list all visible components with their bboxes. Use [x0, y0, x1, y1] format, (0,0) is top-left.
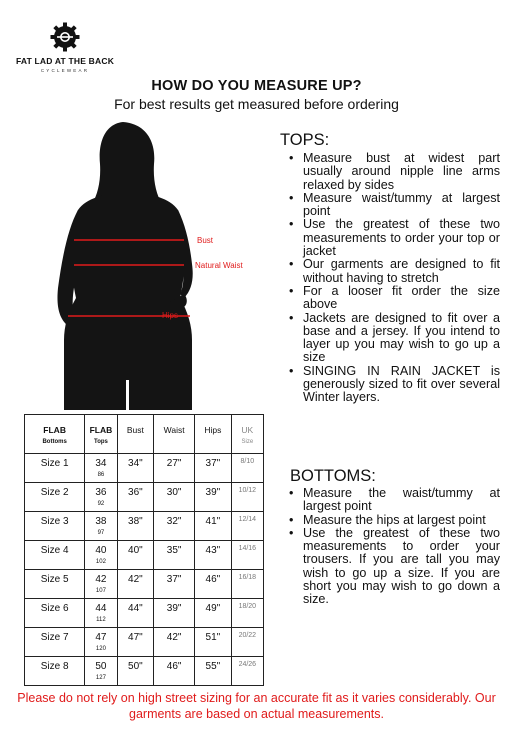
- list-item: • Measure waist/tummy at largest point: [285, 192, 500, 219]
- cell-uk-size: 12/14: [231, 512, 263, 541]
- cell-bottoms-size: Size 4: [25, 541, 85, 570]
- cell-bust: 42": [117, 570, 154, 599]
- brand-logo: [0, 22, 130, 73]
- cell-uk-size: 10/12: [231, 483, 263, 512]
- cell-bottoms-size: Size 3: [25, 512, 85, 541]
- table-row: [25, 599, 264, 628]
- list-item: • Measure the hips at largest point: [285, 514, 500, 527]
- cell-tops-size: 38 97: [85, 512, 117, 541]
- list-item: • Our garments are designed to fit without having to stretch: [285, 258, 500, 285]
- cell-waist: 42": [154, 628, 195, 657]
- cell-waist: 27": [154, 454, 195, 483]
- cell-tops-cm: 86: [97, 472, 105, 478]
- cell-hips: 37": [195, 454, 232, 483]
- table-row: [25, 570, 264, 599]
- table-row: [25, 454, 264, 483]
- list-item: • For a looser fit order the size above: [285, 285, 500, 312]
- list-item: • SINGING IN RAIN JACKET is generously sized to fit over several Winter layers.: [285, 365, 500, 405]
- cell-uk-size: 20/22: [231, 628, 263, 657]
- cell-bust: 36": [117, 483, 154, 512]
- cell-tops-size: 44 112: [85, 599, 117, 628]
- cell-waist: 35": [154, 541, 195, 570]
- cell-tops-cm: 112: [96, 617, 106, 623]
- list-item: • Use the greatest of these two measurements to order your trousers. If you are tall you may wish to go up a size. If you are short you may wish to go down a size.: [285, 527, 500, 607]
- bottoms-heading: BOTTOMS:: [290, 467, 376, 485]
- cell-hips: 41": [195, 512, 232, 541]
- list-item: • Use the greatest of these two measurements to order your top or jacket: [285, 218, 500, 258]
- cell-tops-cm: 127: [95, 675, 106, 681]
- cell-uk-size: 14/16: [231, 541, 263, 570]
- cell-tops-cm: 92: [97, 501, 105, 507]
- cell-tops-cm: 97: [97, 530, 105, 536]
- cell-hips: 51": [195, 628, 232, 657]
- header-flab-tops: FLAB Tops: [85, 415, 117, 454]
- brand-tagline: CYCLEWEAR: [40, 68, 90, 73]
- header-bust: Bust: [117, 415, 154, 454]
- table-header-row: [25, 415, 264, 454]
- cell-uk-size: 24/26: [231, 657, 263, 686]
- cell-waist: 37": [154, 570, 195, 599]
- cell-bottoms-size: Size 8: [25, 657, 85, 686]
- page-title: HOW DO YOU MEASURE UP?: [151, 78, 362, 94]
- cell-uk-size: 16/18: [231, 570, 263, 599]
- cell-waist: 46": [154, 657, 195, 686]
- cell-hips: 43": [195, 541, 232, 570]
- cell-bottoms-size: Size 5: [25, 570, 85, 599]
- cell-tops-cm: 120: [95, 646, 106, 652]
- cell-bottoms-size: Size 7: [25, 628, 85, 657]
- cell-bust: 34": [117, 454, 154, 483]
- cell-bottoms-size: Size 2: [25, 483, 85, 512]
- cell-hips: 49": [195, 599, 232, 628]
- cell-bust: 44": [117, 599, 154, 628]
- header-hips: Hips: [195, 415, 232, 454]
- cell-tops-size: 40 102: [85, 541, 117, 570]
- cog-logo-icon: [50, 22, 80, 52]
- cell-tops-cm: 102: [95, 559, 106, 565]
- cell-bust: 38": [117, 512, 154, 541]
- waist-label: Natural Waist: [195, 261, 243, 270]
- bottoms-list: [285, 487, 500, 607]
- size-chart-table: [24, 414, 264, 686]
- cell-tops-size: 42 107: [85, 570, 117, 599]
- list-item: • Jackets are designed to fit over a base and a jersey. If you intend to layer up you may wish to go up a size: [285, 312, 500, 365]
- table-row: [25, 512, 264, 541]
- cell-waist: 39": [154, 599, 195, 628]
- cell-bottoms-size: Size 1: [25, 454, 85, 483]
- header-waist: Waist: [154, 415, 195, 454]
- table-row: [25, 657, 264, 686]
- cell-tops-size: 34 86: [85, 454, 117, 483]
- cell-waist: 32": [154, 512, 195, 541]
- cell-hips: 39": [195, 483, 232, 512]
- cell-tops-size: 47 120: [85, 628, 117, 657]
- header-flab-bottoms: FLAB Bottoms: [25, 415, 85, 454]
- hips-label: Hips: [162, 311, 179, 320]
- cell-waist: 30": [154, 483, 195, 512]
- list-item: • Measure bust at widest part usually around nipple line arms relaxed by sides: [285, 152, 500, 192]
- list-item: • Measure the waist/tummy at largest point: [285, 487, 500, 514]
- page-subtitle: For best results get measured before ordering: [114, 96, 399, 112]
- cell-uk-size: 8/10: [231, 454, 263, 483]
- cell-bottoms-size: Size 6: [25, 599, 85, 628]
- cell-bust: 40": [117, 541, 154, 570]
- cell-hips: 46": [195, 570, 232, 599]
- bust-label: Bust: [197, 236, 214, 245]
- table-row: [25, 541, 264, 570]
- tops-list: [285, 152, 500, 405]
- tops-heading: TOPS:: [280, 131, 330, 149]
- cell-uk-size: 18/20: [231, 599, 263, 628]
- table-row: [25, 483, 264, 512]
- cell-tops-size: 36 92: [85, 483, 117, 512]
- body-figure: [20, 118, 265, 410]
- cell-bust: 47": [117, 628, 154, 657]
- brand-name: FAT LAD AT THE BACK: [15, 56, 115, 66]
- cell-tops-size: 50 127: [85, 657, 117, 686]
- cell-hips: 55": [195, 657, 232, 686]
- table-row: [25, 628, 264, 657]
- cell-bust: 50": [117, 657, 154, 686]
- header-uk-size: UK Size: [231, 415, 263, 454]
- cell-tops-cm: 107: [95, 588, 106, 594]
- footer-note: Please do not rely on high street sizing for an accurate fit as it varies considerably. Our garments are based on actual measurements.: [17, 691, 496, 721]
